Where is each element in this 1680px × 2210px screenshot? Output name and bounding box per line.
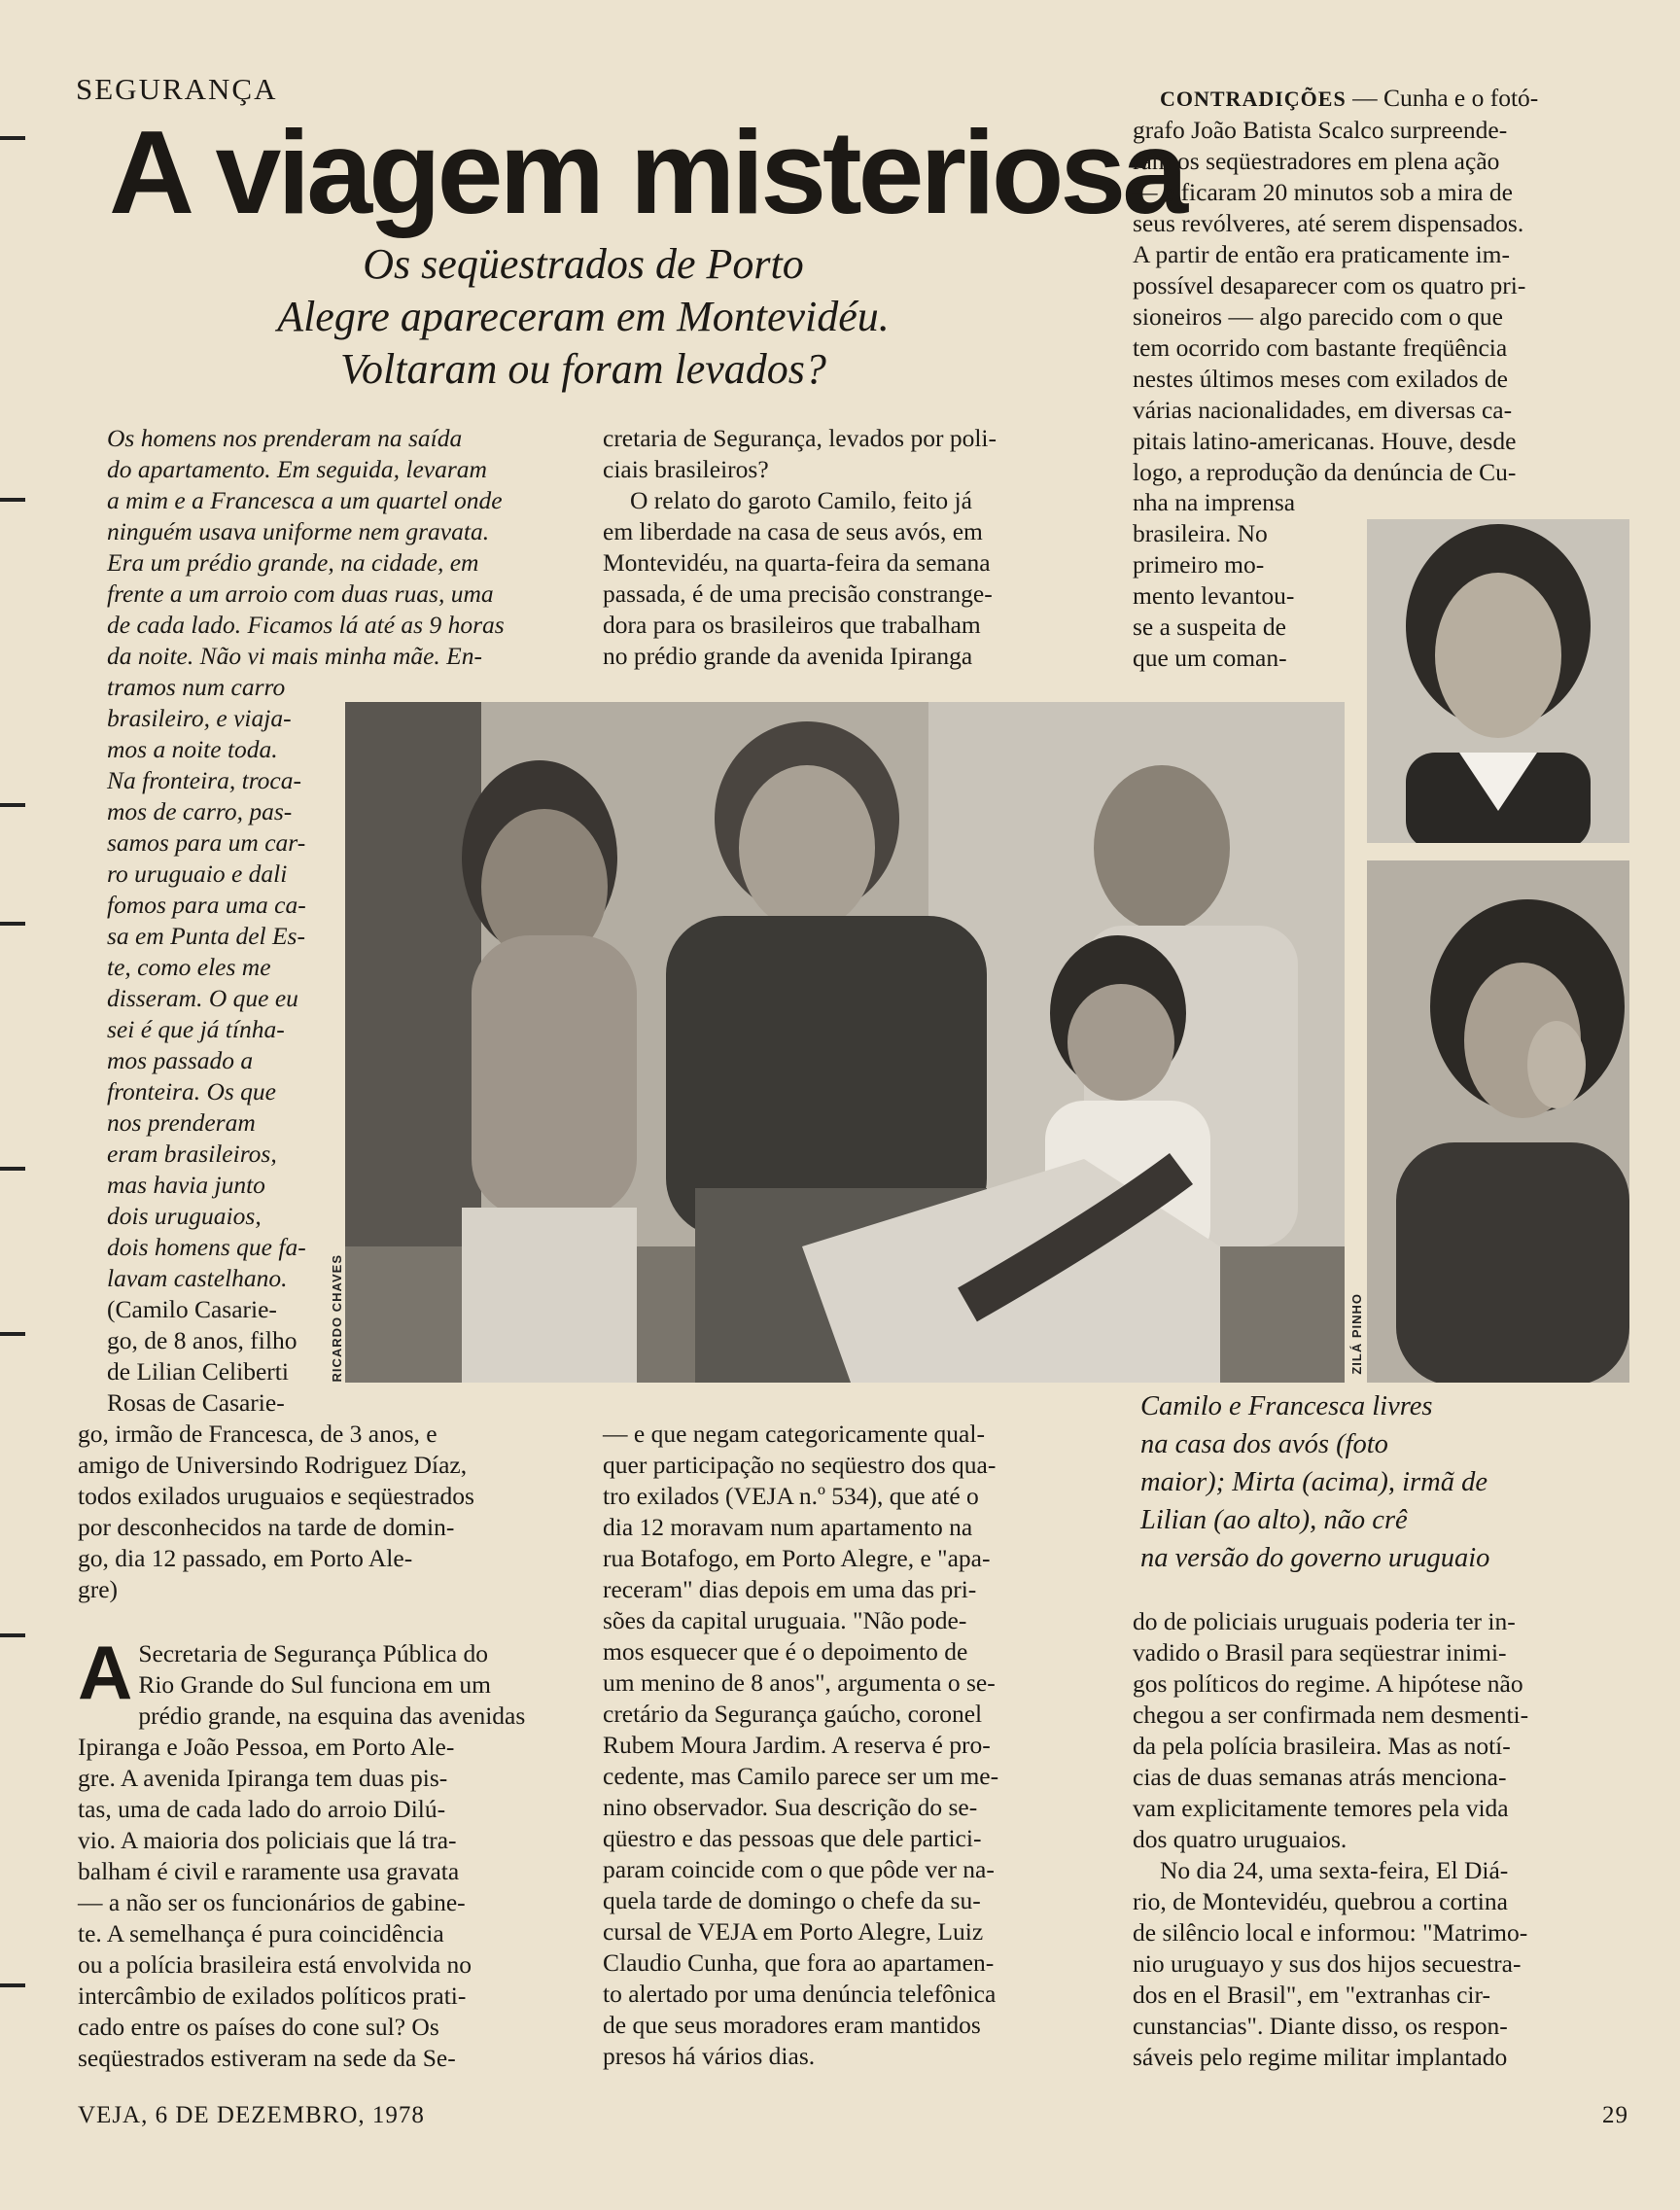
text-line: O relato do garoto Camilo, feito já xyxy=(630,486,972,514)
text-line: de cada lado. Ficamos lá até as 9 horas xyxy=(107,611,505,639)
text-line: — a não ser os funcionários de gabine- xyxy=(78,1888,466,1916)
text-line: Lilian (ao alto), não crê xyxy=(1140,1505,1408,1535)
text-line: fronteira. Os que xyxy=(107,1077,277,1105)
quote-paragraph-narrow xyxy=(107,672,323,1294)
text-line: cretaria de Segurança, levados por poli- xyxy=(603,424,997,452)
text-line: da noite. Não vi mais minha mãe. En- xyxy=(107,642,482,670)
text-line: dois homens que fa- xyxy=(107,1233,306,1261)
text-line: cias de duas semanas atrás menciona- xyxy=(1133,1763,1507,1791)
text-line: receram" dias depois em uma das pri- xyxy=(603,1575,977,1603)
text-line: No dia 24, uma sexta-feira, El Diá- xyxy=(1160,1856,1509,1884)
family-photo-illustration xyxy=(345,702,1345,1383)
text-line: quela tarde de domingo o chefe da su- xyxy=(603,1886,981,1914)
text-line: tro exilados (VEJA n.º 534), que até o xyxy=(603,1482,979,1510)
text-line: do apartamento. Em seguida, levaram xyxy=(107,455,487,483)
text-line: qüestro e das pessoas que dele partici- xyxy=(603,1824,982,1852)
text-line: eram brasileiros, xyxy=(107,1140,277,1168)
body-paragraph xyxy=(1133,1606,1624,2073)
text-line: da pela polícia brasileira. Mas as notí- xyxy=(1133,1732,1511,1760)
text-line: nos prenderam xyxy=(107,1108,256,1137)
text-line: amigo de Universindo Rodriguez Díaz, xyxy=(78,1451,468,1479)
text-line: por desconhecidos na tarde de domin- xyxy=(78,1513,455,1541)
text-line: intercâmbio de exilados políticos prati- xyxy=(78,1982,467,2010)
text-line: do de policiais uruguais poderia ter in- xyxy=(1133,1607,1516,1635)
text-line: — e que negam categoricamente qual- xyxy=(603,1420,985,1448)
text-line: passada, é de uma precisão constrange- xyxy=(603,579,993,608)
text-line: todos exilados uruguaios e seqüestrados xyxy=(78,1482,474,1510)
text-line: nha na imprensa xyxy=(1133,488,1296,516)
text-line: dos en el Brasil", em "extranhas cir- xyxy=(1133,1981,1490,2009)
margin-mark xyxy=(0,1167,25,1171)
text-line: grafo João Batista Scalco surpreende- xyxy=(1133,116,1508,144)
text-line: dois uruguaios, xyxy=(107,1202,262,1230)
text-line: balham é civil e raramente usa gravata xyxy=(78,1857,460,1885)
text-line xyxy=(1133,83,1624,115)
text-line: Rio Grande do Sul funciona em um xyxy=(138,1670,491,1699)
text-line: te. A semelhança é pura coincidência xyxy=(78,1919,444,1947)
portrait-illustration xyxy=(1367,519,1629,843)
text-line: ciais brasileiros? xyxy=(603,455,769,483)
text-line: Montevidéu, na quarta-feira da semana xyxy=(603,548,991,577)
body-paragraph xyxy=(603,423,1094,672)
text-line: (Camilo Casarie- xyxy=(107,1295,277,1323)
text-line: vadido o Brasil para seqüestrar inimi- xyxy=(1133,1638,1507,1666)
margin-mark xyxy=(0,498,25,502)
text-line: vam explicitamente temores pela vida xyxy=(1133,1794,1509,1822)
text-line: se a suspeita de xyxy=(1133,613,1286,641)
text-line: Na fronteira, troca- xyxy=(107,766,301,794)
deck-line: Os seqüestrados de Porto xyxy=(363,240,804,288)
text-line: cursal de VEJA em Porto Alegre, Luiz xyxy=(603,1917,984,1946)
text-line: Camilo e Francesca livres xyxy=(1140,1391,1433,1421)
page-title: A viagem misteriosa xyxy=(109,106,1185,238)
text-line: sáveis pelo regime militar implantado xyxy=(1133,2043,1508,2071)
section-label: SEGURANÇA xyxy=(76,72,278,106)
text-line: de que seus moradores eram mantidos xyxy=(603,2011,981,2039)
body-paragraph xyxy=(1133,83,1624,488)
text-line: em liberdade na casa de seus avós, em xyxy=(603,517,983,545)
text-line: gre. A avenida Ipiranga tem duas pis- xyxy=(78,1764,448,1792)
page-number: 29 xyxy=(1602,2102,1628,2128)
footer-publication: VEJA, 6 DE DEZEMBRO, 1978 xyxy=(78,2102,425,2128)
text-line: logo, a reprodução da denúncia de Cu- xyxy=(1133,458,1517,486)
text-line: prédio grande, na esquina das avenidas xyxy=(138,1701,526,1730)
text-line: cado entre os países do cone sul? Os xyxy=(78,2013,439,2041)
text-line: mos esquecer que é o depoimento de xyxy=(603,1637,968,1666)
text-line: seqüestrados estiveram na sede da Se- xyxy=(78,2044,456,2072)
text-line: várias nacionalidades, em diversas ca- xyxy=(1133,396,1513,424)
text-line: tas, uma de cada lado do arroio Dilú- xyxy=(78,1795,446,1823)
text-line: dora para os brasileiros que trabalham xyxy=(603,611,981,639)
text-line: dos quatro uruguaios. xyxy=(1133,1825,1348,1853)
text-line: mos a noite toda. xyxy=(107,735,278,763)
text-line: sa em Punta del Es- xyxy=(107,922,305,950)
text-line: pitais latino-americanas. Houve, desde xyxy=(1133,427,1517,455)
photo-caption xyxy=(1140,1387,1636,1577)
photo-credit: ZILÁ PINHO xyxy=(1349,1293,1364,1375)
text-line: samos para um car- xyxy=(107,828,306,857)
text-line: sei é que já tínha- xyxy=(107,1015,285,1043)
text-line: frente a um arroio com duas ruas, uma xyxy=(107,579,494,608)
portrait-photo-mirta xyxy=(1367,860,1629,1383)
text-line: param coincide com o que pôde ver na- xyxy=(603,1855,995,1883)
text-line: seus revólveres, até serem dispensados. xyxy=(1133,209,1524,237)
text-line: primeiro mo- xyxy=(1133,550,1265,579)
text-line: na versão do governo uruguaio xyxy=(1140,1543,1490,1573)
text-line: fomos para uma ca- xyxy=(107,891,306,919)
text-line: Os homens nos prenderam na saída xyxy=(107,424,463,452)
text-line: no prédio grande da avenida Ipiranga xyxy=(603,642,973,670)
text-line: nino observador. Sua descrição do se- xyxy=(603,1793,978,1821)
deck-line: Voltaram ou foram levados? xyxy=(340,345,826,393)
text-line: maior); Mirta (acima), irmã de xyxy=(1140,1467,1488,1497)
text-line: Claudio Cunha, que fora ao apartamen- xyxy=(603,1948,995,1977)
text-line: que um coman- xyxy=(1133,644,1287,672)
text-line: disseram. O que eu xyxy=(107,984,298,1012)
main-photo xyxy=(345,702,1345,1383)
text-line: brasileiro, e viaja- xyxy=(107,704,292,732)
deck xyxy=(146,238,1021,396)
text-line: nio uruguayo y sus dos hijos secuestra- xyxy=(1133,1949,1522,1978)
text-line: Era um prédio grande, na cidade, em xyxy=(107,548,479,577)
text-line: nestes últimos meses com exilados de xyxy=(1133,365,1508,393)
text-line: a mim e a Francesca a um quartel onde xyxy=(107,486,503,514)
margin-mark xyxy=(0,803,25,807)
margin-mark xyxy=(0,1983,25,1987)
text-line: quer participação no seqüestro dos qua- xyxy=(603,1451,997,1479)
text-line: de silêncio local e informou: "Matrimo- xyxy=(1133,1918,1528,1947)
text-line: tramos num carro xyxy=(107,673,286,701)
text-line: — e ficaram 20 minutos sob a mira de xyxy=(1133,178,1513,206)
text-line: rua Botafogo, em Porto Alegre, e "apa- xyxy=(603,1544,991,1572)
text-line: Rubem Moura Jardim. A reserva é pro- xyxy=(603,1731,991,1759)
body-paragraph xyxy=(78,1630,569,2074)
text-line: Rosas de Casarie- xyxy=(107,1388,285,1417)
parenthetical-narrow xyxy=(107,1294,323,1419)
text-line: cunstancias". Diante disso, os respon- xyxy=(1133,2012,1508,2040)
text-line: de Lilian Celiberti xyxy=(107,1357,289,1386)
drop-cap: A xyxy=(78,1630,133,1715)
text-line: chegou a ser confirmada nem desmenti- xyxy=(1133,1701,1529,1729)
text-line: brasileira. No xyxy=(1133,519,1268,547)
text-line: sioneiros — algo parecido com o que xyxy=(1133,302,1503,331)
body-paragraph-narrow xyxy=(1133,487,1345,674)
text-line: Ipiranga e João Pessoa, em Porto Ale- xyxy=(78,1733,455,1761)
text-line: dia 12 moravam num apartamento na xyxy=(603,1513,973,1541)
text-line: go, de 8 anos, filho xyxy=(107,1326,298,1354)
margin-mark xyxy=(0,136,25,140)
text-line: mento levantou- xyxy=(1133,581,1295,610)
text-line: ninguém usava uniforme nem gravata. xyxy=(107,517,490,545)
text-line: go, dia 12 passado, em Porto Ale- xyxy=(78,1544,413,1572)
text-line: A partir de então era praticamente im- xyxy=(1133,240,1510,268)
text-line: go, irmão de Francesca, de 3 anos, e xyxy=(78,1420,438,1448)
body-paragraph xyxy=(603,1419,1094,2072)
text-line: mos passado a xyxy=(107,1046,254,1074)
subhead-label: CONTRADIÇÕES xyxy=(1160,87,1347,111)
text-line: gos políticos do regime. A hipótese não xyxy=(1133,1669,1523,1698)
text-line: mos de carro, pas- xyxy=(107,797,293,825)
deck-line: Alegre apareceram em Montevidéu. xyxy=(277,293,890,340)
text-line: gre) xyxy=(78,1575,119,1603)
text-line: um menino de 8 anos", argumenta o se- xyxy=(603,1668,996,1697)
text-line: ram os seqüestradores em plena ação xyxy=(1133,147,1500,175)
text-line: presos há vários dias. xyxy=(603,2042,816,2070)
text-line: to alertado por uma denúncia telefônica xyxy=(603,1980,997,2008)
text-line: sões da capital uruguaia. "Não pode- xyxy=(603,1606,967,1634)
margin-mark xyxy=(0,1332,25,1336)
margin-mark xyxy=(0,1633,25,1637)
text-line: Secretaria de Segurança Pública do xyxy=(138,1639,489,1667)
text-line: possível desaparecer com os quatro pri- xyxy=(1133,271,1526,299)
text-line: ro uruguaio e dali xyxy=(107,859,288,888)
text-line: tem ocorrido com bastante freqüência xyxy=(1133,333,1508,362)
parenthetical xyxy=(78,1419,569,1605)
margin-mark xyxy=(0,922,25,926)
text-line: te, como eles me xyxy=(107,953,271,981)
quote-paragraph xyxy=(107,423,569,672)
text-line: cedente, mas Camilo parece ser um me- xyxy=(603,1762,999,1790)
portrait-photo-lilian xyxy=(1367,519,1629,843)
text-line: mas havia junto xyxy=(107,1171,265,1199)
text-line: rio, de Montevidéu, quebrou a cortina xyxy=(1133,1887,1508,1915)
photo-credit: RICARDO CHAVES xyxy=(330,1254,344,1383)
text-line: ou a polícia brasileira está envolvida no xyxy=(78,1950,472,1979)
text-span: — Cunha e o fotó- xyxy=(1346,84,1539,112)
text-line: lavam castelhano. xyxy=(107,1264,288,1292)
portrait-illustration xyxy=(1367,860,1629,1383)
text-line: na casa dos avós (foto xyxy=(1140,1429,1388,1459)
text-line: vio. A maioria dos policiais que lá tra- xyxy=(78,1826,457,1854)
text-line: cretário da Segurança gaúcho, coronel xyxy=(603,1700,983,1728)
